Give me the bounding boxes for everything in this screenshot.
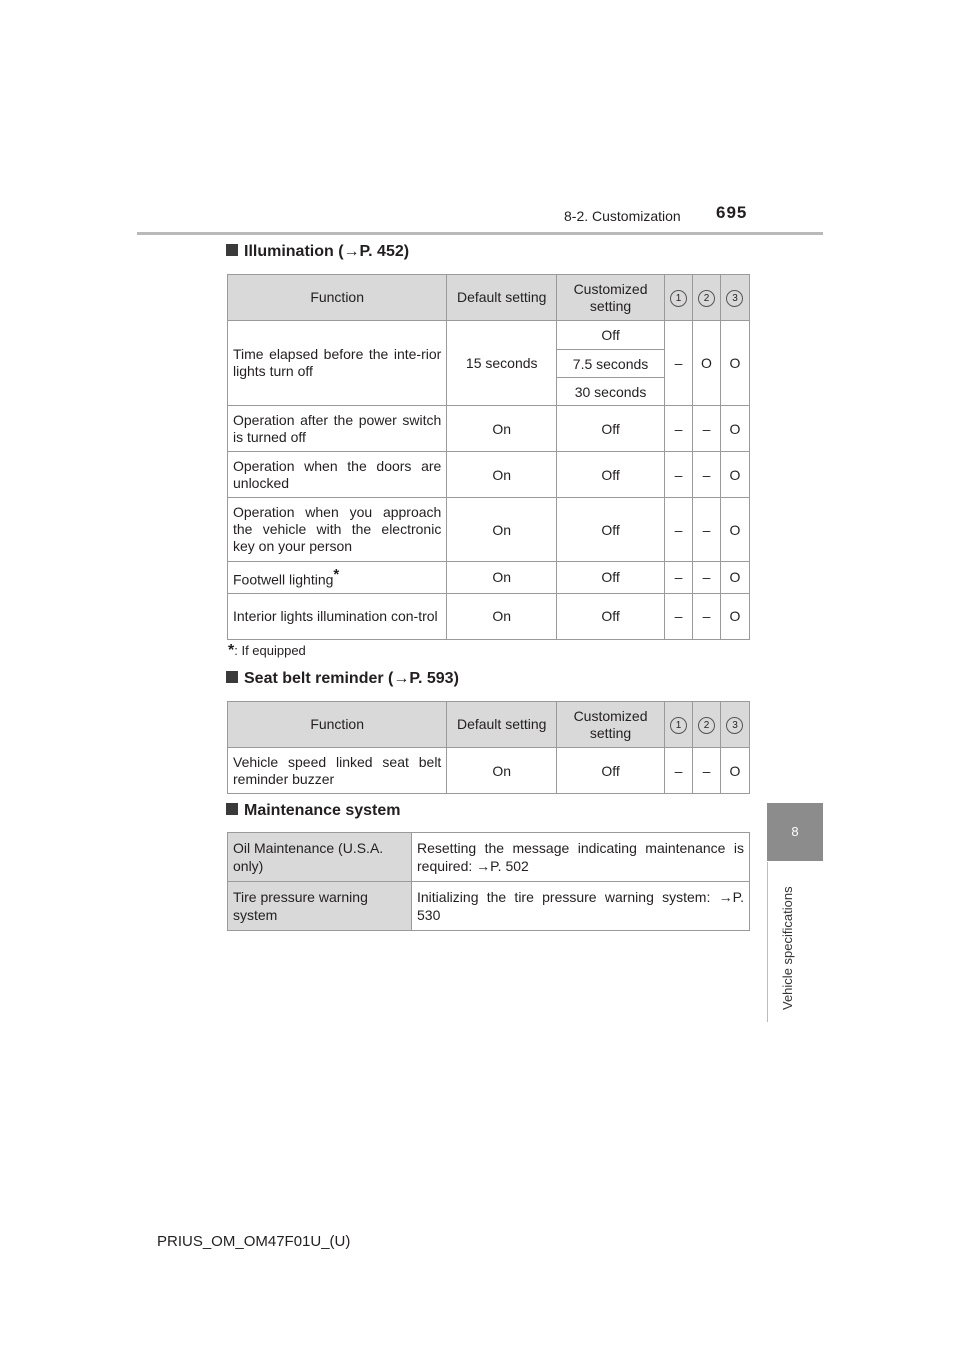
header-rule: [137, 232, 823, 235]
table-header-row: [228, 702, 750, 748]
footnote-text: : If equipped: [234, 643, 306, 658]
chapter-tab-label: Vehicle specifications: [780, 886, 795, 1010]
circle-1-icon: 1: [670, 717, 687, 734]
col1-cell: –: [664, 321, 692, 406]
col3-cell: O: [720, 593, 749, 639]
illumination-table: [227, 274, 750, 640]
bullet-square-icon: [226, 803, 238, 815]
col2-cell: –: [692, 498, 720, 562]
custom-cell: Off: [557, 406, 665, 452]
col2-cell: –: [692, 406, 720, 452]
illumination-heading: [226, 243, 409, 261]
function-header: Function: [228, 702, 447, 748]
footnote: [228, 642, 306, 660]
col2-cell: –: [692, 562, 720, 594]
bullet-square-icon: [226, 671, 238, 683]
col2-cell: –: [692, 593, 720, 639]
seatbelt-heading-text: Seat belt reminder (→P. 593): [244, 670, 459, 687]
default-cell: On: [447, 593, 557, 639]
col1-cell: –: [664, 498, 692, 562]
seatbelt-heading: [226, 670, 459, 688]
table-row: [228, 562, 750, 594]
default-cell: On: [447, 562, 557, 594]
customized-header: Customized setting: [557, 702, 665, 748]
table-row: [228, 593, 750, 639]
default-cell: 15 seconds: [447, 321, 557, 406]
chapter-tab-strip: [767, 862, 824, 1022]
function-cell: Operation when the doors are unlocked: [228, 452, 447, 498]
function-cell: Vehicle speed linked seat belt reminder buzzer: [228, 748, 447, 794]
table-row: [228, 321, 750, 350]
maintenance-label: Tire pressure warning system: [228, 882, 412, 931]
document-code: PRIUS_OM_OM47F01U_(U): [157, 1233, 351, 1250]
col3-cell: O: [720, 748, 749, 794]
function-text: Footwell lighting: [233, 571, 334, 588]
footnote-mark: *: [228, 642, 235, 659]
section-header: 8-2. Customization: [564, 208, 681, 224]
function-cell: Time elapsed before the inte-rior lights turn off: [228, 321, 447, 406]
function-cell: Interior lights illumination con-trol: [228, 593, 447, 639]
maintenance-desc: Resetting the message indicating maintenance is required: →P. 502: [412, 833, 750, 882]
table-row: [228, 833, 750, 882]
default-cell: On: [447, 498, 557, 562]
illumination-heading-text: Illumination (→P. 452): [244, 243, 410, 260]
custom-option-cell: 7.5 seconds: [557, 350, 665, 378]
circle-1-icon: 1: [670, 290, 687, 307]
function-cell: [228, 562, 447, 594]
function-cell: Operation after the power switch is turned off: [228, 406, 447, 452]
circle-3-icon: 3: [726, 290, 743, 307]
custom-cell: Off: [557, 498, 665, 562]
default-cell: On: [447, 452, 557, 498]
col1-cell: –: [664, 562, 692, 594]
asterisk-mark: *: [333, 566, 340, 583]
custom-option-cell: Off: [557, 321, 665, 350]
default-cell: On: [447, 406, 557, 452]
default-header: Default setting: [447, 702, 557, 748]
function-header: Function: [228, 275, 447, 321]
col1-cell: –: [664, 593, 692, 639]
maintenance-heading-text: Maintenance system: [244, 802, 401, 819]
maintenance-heading: [226, 802, 401, 820]
table-row: [228, 452, 750, 498]
custom-cell: Off: [557, 452, 665, 498]
custom-cell: Off: [557, 593, 665, 639]
maintenance-table: [227, 832, 750, 931]
function-cell: Operation when you approach the vehicle with the electronic key on your person: [228, 498, 447, 562]
custom-option-cell: 30 seconds: [557, 378, 665, 406]
col1-cell: –: [664, 406, 692, 452]
default-cell: On: [447, 748, 557, 794]
col1-cell: –: [664, 452, 692, 498]
col3-cell: O: [720, 498, 749, 562]
custom-cell: Off: [557, 562, 665, 594]
col2-cell: –: [692, 452, 720, 498]
col3-cell: O: [720, 452, 749, 498]
circle-2-icon: 2: [698, 717, 715, 734]
maintenance-desc: Initializing the tire pressure warning system: →P. 530: [412, 882, 750, 931]
customized-header: Customized setting: [557, 275, 665, 321]
bullet-square-icon: [226, 244, 238, 256]
circle-2-icon: 2: [698, 290, 715, 307]
col3-cell: O: [720, 321, 749, 406]
col3-cell: O: [720, 562, 749, 594]
col1-cell: –: [664, 748, 692, 794]
seatbelt-table: [227, 701, 750, 794]
custom-cell: Off: [557, 748, 665, 794]
default-header: Default setting: [447, 275, 557, 321]
chapter-tab: 8: [767, 803, 823, 861]
maintenance-label: Oil Maintenance (U.S.A. only): [228, 833, 412, 882]
table-row: [228, 748, 750, 794]
table-row: [228, 882, 750, 931]
circle-3-icon: 3: [726, 717, 743, 734]
table-header-row: [228, 275, 750, 321]
table-row: [228, 498, 750, 562]
page-number: 695: [716, 203, 748, 222]
col2-cell: O: [692, 321, 720, 406]
col3-cell: O: [720, 406, 749, 452]
table-row: [228, 406, 750, 452]
col2-cell: –: [692, 748, 720, 794]
